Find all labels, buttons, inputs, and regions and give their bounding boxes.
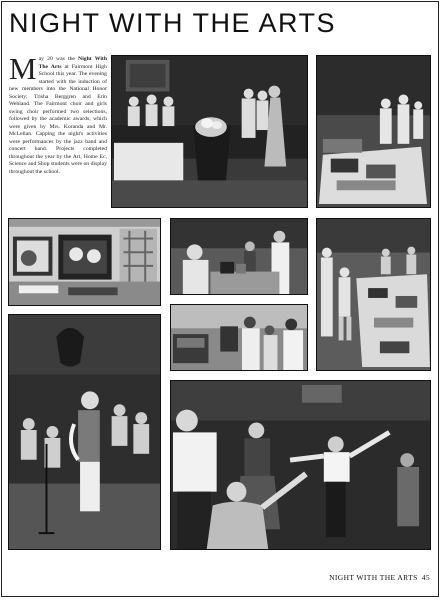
page-title: NIGHT WITH THE ARTS: [9, 8, 337, 38]
photo-jazz-band: [8, 314, 161, 550]
story-body: at Fairmont High School this year. The evening started with the induction of new members into the National Honor Society; Trisha Berggren and Erin Wehland. The Fairmont choir and girls swing choir performed two selections, followed by the academic awards, which were given by Mrs. Koranda and Mr. McLellan. Capping the night's activities were performances by the jazz band and concert band. Projects completed throughout the year by the Art, Home Ec, Science and Shop students were on display throughout the school.: [9, 63, 107, 175]
photo-art-display: [8, 218, 161, 306]
footer-label: NIGHT WITH THE ARTS: [329, 573, 418, 582]
photo-science-projects: [170, 218, 308, 295]
page-footer: [329, 573, 430, 582]
event-name: Night With The Arts: [38, 56, 107, 70]
photo-dancing: [170, 380, 431, 550]
page-number: 45: [421, 573, 430, 582]
story-lead: ay 20 was the: [38, 56, 79, 62]
photo-shop-display: [316, 218, 431, 371]
drop-cap: M: [9, 51, 37, 86]
story-text: [9, 51, 107, 176]
photo-home-ec-display: [170, 304, 308, 371]
photo-honor-society-induction: [111, 55, 308, 208]
photo-display-tables: [316, 55, 431, 208]
